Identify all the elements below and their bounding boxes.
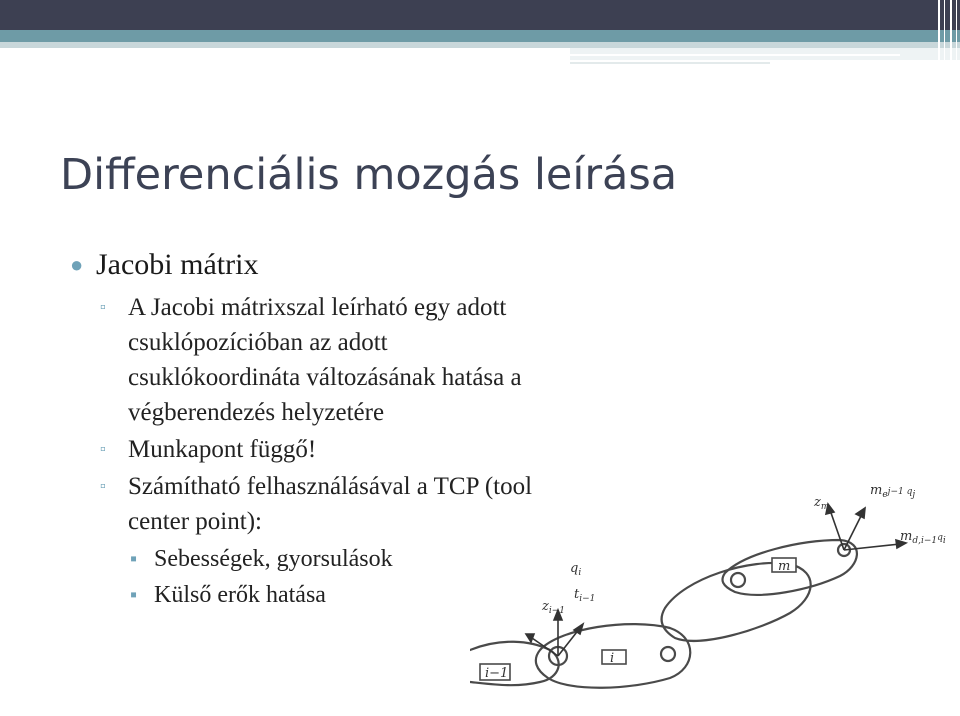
slide-content bbox=[68, 246, 538, 613]
label-m-d-q-i: $m_{d,i-1}^q_i$ bbox=[900, 529, 946, 546]
label-z-m: $z_m$ bbox=[814, 495, 830, 512]
label-m-e-q-j: $m_e^{j-1 q}_j$ bbox=[870, 483, 916, 500]
bullet-square-icon: ▫ bbox=[100, 441, 106, 458]
label-q-i: $q_i$ bbox=[570, 561, 582, 578]
box-label: i−1 bbox=[485, 666, 509, 681]
bullet-text: Számítható felhasználásával a TCP (tool center point): bbox=[128, 473, 533, 535]
bullet-level2 bbox=[68, 290, 538, 430]
bullet-tick-icon: ▪ bbox=[130, 548, 138, 570]
joint-circle bbox=[731, 573, 745, 587]
top-decorative-band bbox=[0, 0, 960, 70]
bullet-text: A Jacobi mátrixszal leírható egy adott csuklópozícióban az adott csuklókoordináta változásának hatása a végberendezés helyzetére bbox=[128, 294, 522, 426]
link-m bbox=[662, 563, 811, 641]
joint-circle bbox=[661, 647, 675, 661]
bullet-level3 bbox=[68, 541, 538, 577]
bullet-level3 bbox=[68, 577, 538, 613]
bullet-tick-icon: ▪ bbox=[130, 584, 138, 606]
bullet-text: Munkapont függő! bbox=[128, 436, 317, 463]
slide-title: Differenciális mozgás leírása bbox=[60, 150, 678, 200]
box-label: i bbox=[610, 651, 615, 666]
bullet-square-icon: ▫ bbox=[100, 299, 106, 316]
bullet-text: Külső erők hatása bbox=[154, 582, 326, 608]
bullet-square-icon: ▫ bbox=[100, 478, 106, 495]
bullet-level1 bbox=[68, 246, 538, 284]
bullet-text: Jacobi mátrix bbox=[96, 248, 259, 281]
label-t-i-1: $t_{i-1}$ bbox=[574, 587, 596, 604]
kinematic-chain-diagram bbox=[470, 478, 960, 716]
bullet-level2 bbox=[68, 469, 538, 539]
bullet-dot-icon: ● bbox=[70, 252, 84, 277]
bullet-text: Sebességek, gyorsulások bbox=[154, 546, 393, 572]
label-z-i-1: $z_{i-1}$ bbox=[542, 599, 566, 616]
bullet-level2 bbox=[68, 432, 538, 467]
box-label: m bbox=[778, 559, 791, 574]
